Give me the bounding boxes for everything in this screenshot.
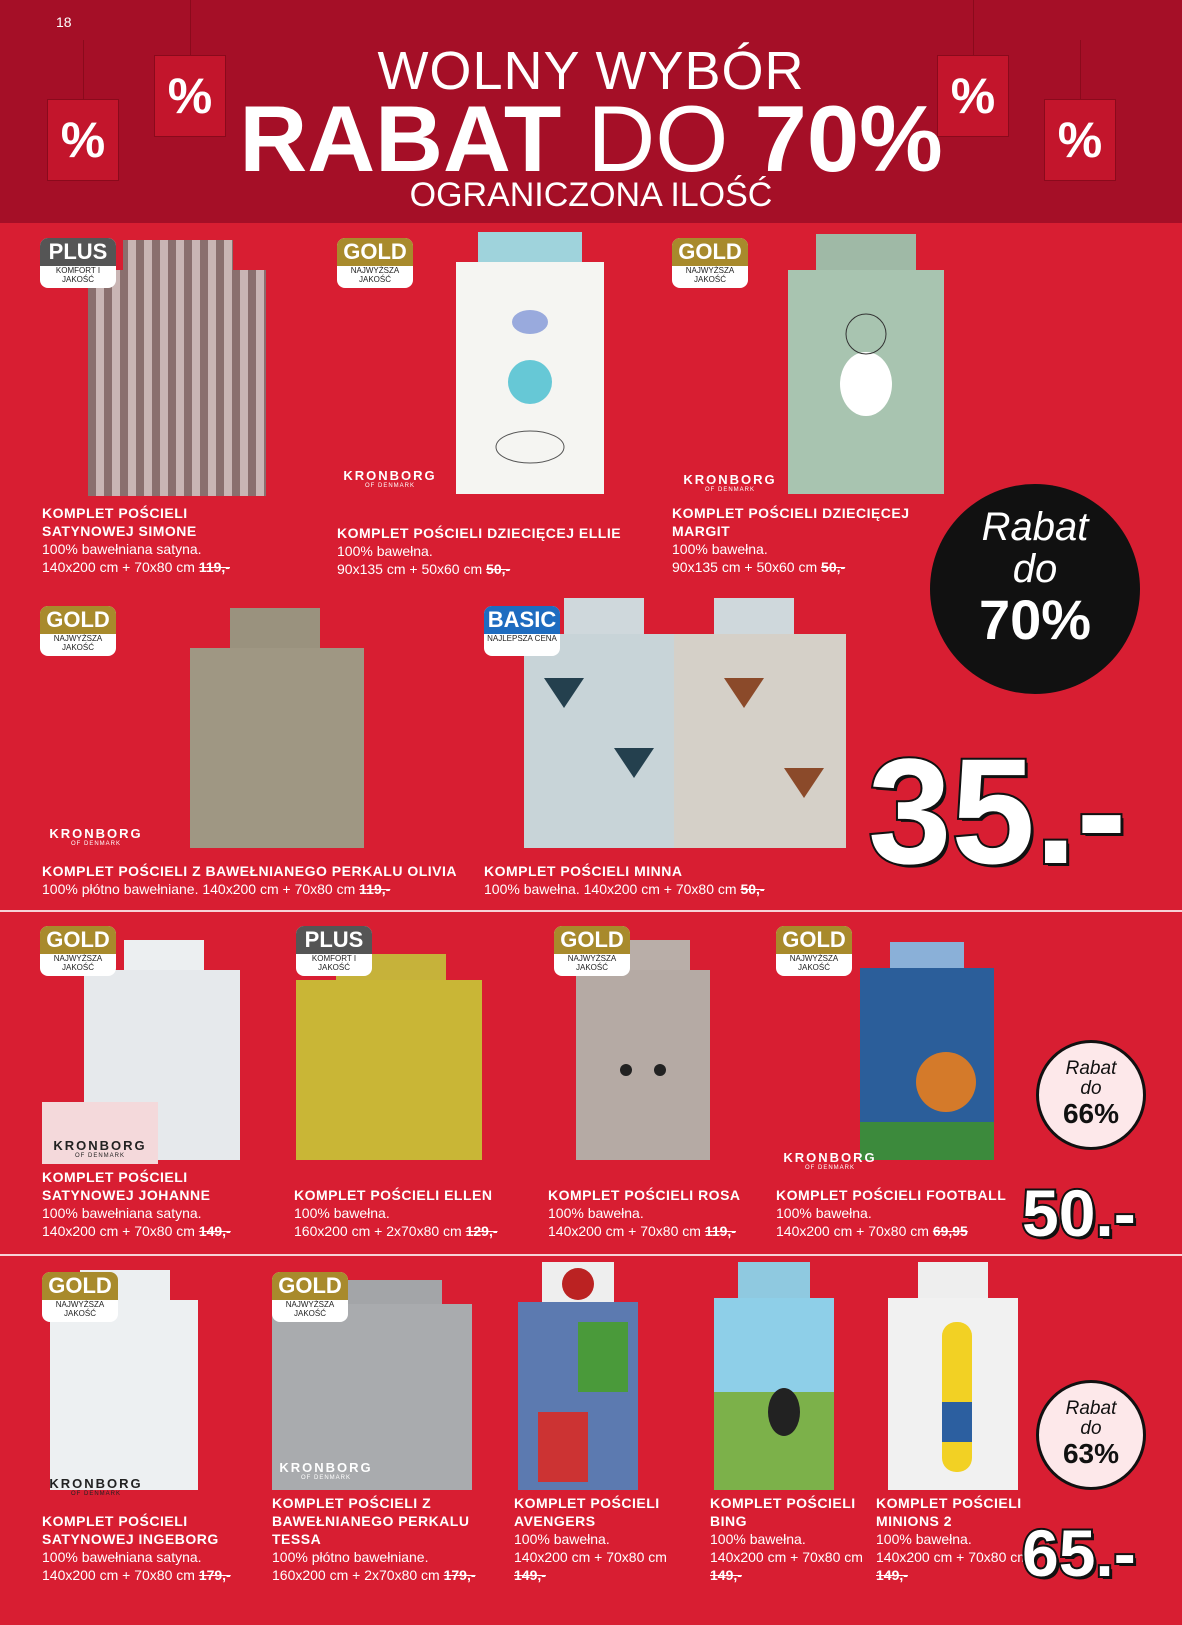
percent-tag: %	[938, 56, 1008, 136]
header-banner	[0, 0, 1182, 223]
price-50: 50.-	[1022, 1176, 1136, 1250]
product-image-ellie	[456, 232, 604, 494]
section-divider	[0, 910, 1182, 912]
price-65: 65.-	[1022, 1516, 1136, 1590]
basic-badge: BASIC NAJLEPSZA CENA	[484, 606, 560, 656]
headline-rabat: RABAT	[239, 86, 562, 191]
football-bedding-icon	[860, 942, 994, 1160]
plus-badge: PLUS KOMFORT I JAKOŚĆ	[296, 926, 372, 976]
product-image-football	[860, 942, 994, 1160]
product-avengers: KOMPLET POŚCIELI AVENGERS 100% bawełna. 140x200 cm + 70x80 cm 149,-	[514, 1495, 667, 1583]
kronborg-logo: KRONBORG OF DENMARK	[49, 1476, 143, 1497]
gold-badge: GOLD NAJWYŻSZA JAKOŚĆ	[672, 238, 748, 288]
discount-bubble-63: Rabat do 63%	[1036, 1380, 1146, 1490]
gold-badge: GOLD NAJWYŻSZA JAKOŚĆ	[40, 926, 116, 976]
product-ellen: KOMPLET POŚCIELI ELLEN 100% bawełna. 160x200 cm + 2x70x80 cm 129,-	[294, 1187, 498, 1239]
product-ingeborg: KOMPLET POŚCIELI SATYNOWEJ INGEBORG 100% bawełniana satyna. 140x200 cm + 70x80 cm 179,-	[42, 1513, 231, 1583]
kronborg-logo: KRONBORG OF DENMARK	[49, 826, 143, 847]
product-image-olivia	[190, 608, 364, 848]
discount-bubble-70: Rabat do 70%	[930, 484, 1140, 694]
product-olivia: KOMPLET POŚCIELI Z BAWEŁNIANEGO PERKALU OLIVIA 100% płótno bawełniane. 140x200 cm + 70x80 cm 119,-	[42, 863, 458, 897]
plus-badge: PLUS KOMFORT I JAKOŚĆ	[40, 238, 116, 288]
discount-bubble-66: Rabat do 66%	[1036, 1040, 1146, 1150]
product-image-minna	[524, 598, 846, 848]
kronborg-logo: KRONBORG OF DENMARK	[279, 1460, 373, 1481]
product-margit: KOMPLET POŚCIELI DZIECIĘCEJ MARGIT 100% bawełna. 90x135 cm + 50x60 cm 50,-	[672, 505, 910, 575]
product-image-margit	[788, 234, 944, 494]
kronborg-logo: KRONBORG OF DENMARK	[42, 1102, 158, 1164]
gold-badge: GOLD NAJWYŻSZA JAKOŚĆ	[272, 1272, 348, 1322]
product-image-avengers	[518, 1262, 638, 1490]
product-image-bing	[714, 1262, 834, 1490]
gold-badge: GOLD NAJWYŻSZA JAKOŚĆ	[776, 926, 852, 976]
triangle-bedding-icon	[524, 598, 846, 848]
gold-badge: GOLD NAJWYŻSZA JAKOŚĆ	[337, 238, 413, 288]
section-divider	[0, 1254, 1182, 1256]
kronborg-logo: KRONBORG OF DENMARK	[343, 468, 437, 489]
percent-tag: %	[1045, 100, 1115, 180]
product-minna: KOMPLET POŚCIELI MINNA 100% bawełna. 140x200 cm + 70x80 cm 50,-	[484, 863, 765, 897]
product-ellie: KOMPLET POŚCIELI DZIECIĘCEJ ELLIE 100% bawełna. 90x135 cm + 50x60 cm 50,-	[337, 525, 622, 577]
product-image-minions	[888, 1262, 1018, 1490]
page-number: 18	[56, 14, 72, 30]
avengers-bedding-icon	[518, 1262, 638, 1490]
leaf-bedding-icon	[190, 608, 364, 848]
gold-badge: GOLD NAJWYŻSZA JAKOŚĆ	[42, 1272, 118, 1322]
kronborg-logo: KRONBORG OF DENMARK	[683, 472, 777, 493]
price-35: 35.-	[868, 727, 1127, 895]
product-bing: KOMPLET POŚCIELI BING 100% bawełna. 140x200 cm + 70x80 cm 149,-	[710, 1495, 863, 1583]
headline-line3: OGRANICZONA ILOŚĆ	[409, 176, 773, 214]
gold-badge: GOLD NAJWYŻSZA JAKOŚĆ	[554, 926, 630, 976]
minions-bedding-icon	[888, 1262, 1018, 1490]
product-image-ellen	[296, 954, 482, 1160]
kronborg-logo: KRONBORG OF DENMARK	[783, 1150, 877, 1171]
product-rosa: KOMPLET POŚCIELI ROSA 100% bawełna. 140x200 cm + 70x80 cm 119,-	[548, 1187, 741, 1239]
product-tessa: KOMPLET POŚCIELI Z BAWEŁNIANEGO PERKALU TESSA 100% płótno bawełniane. 160x200 cm + 2x70x80 cm 179,-	[272, 1495, 476, 1583]
headline-line1: WOLNY WYBÓR	[377, 41, 805, 101]
kids-animals-bedding-icon	[456, 232, 604, 494]
yellow-bedding-icon	[296, 954, 482, 1160]
bing-bedding-icon	[714, 1262, 834, 1490]
gold-badge: GOLD NAJWYŻSZA JAKOŚĆ	[40, 606, 116, 656]
product-johanne: KOMPLET POŚCIELI SATYNOWEJ JOHANNE 100% bawełniana satyna. 140x200 cm + 70x80 cm 149,-	[42, 1169, 231, 1239]
headline-line2	[0, 86, 1182, 191]
percent-tag: %	[48, 100, 118, 180]
product-simone: KOMPLET POŚCIELI SATYNOWEJ SIMONE 100% bawełniana satyna. 140x200 cm + 70x80 cm 119,-	[42, 505, 230, 575]
product-football: KOMPLET POŚCIELI FOOTBALL 100% bawełna. 140x200 cm + 70x80 cm 69,95	[776, 1187, 1007, 1239]
headline-pct: 70%	[754, 86, 943, 191]
headline-do: DO	[587, 86, 729, 191]
bear-bedding-icon	[788, 234, 944, 494]
product-minions: KOMPLET POŚCIELI MINIONS 2 100% bawełna. 140x200 cm + 70x80 cm 149,-	[876, 1495, 1029, 1583]
percent-tag: %	[155, 56, 225, 136]
